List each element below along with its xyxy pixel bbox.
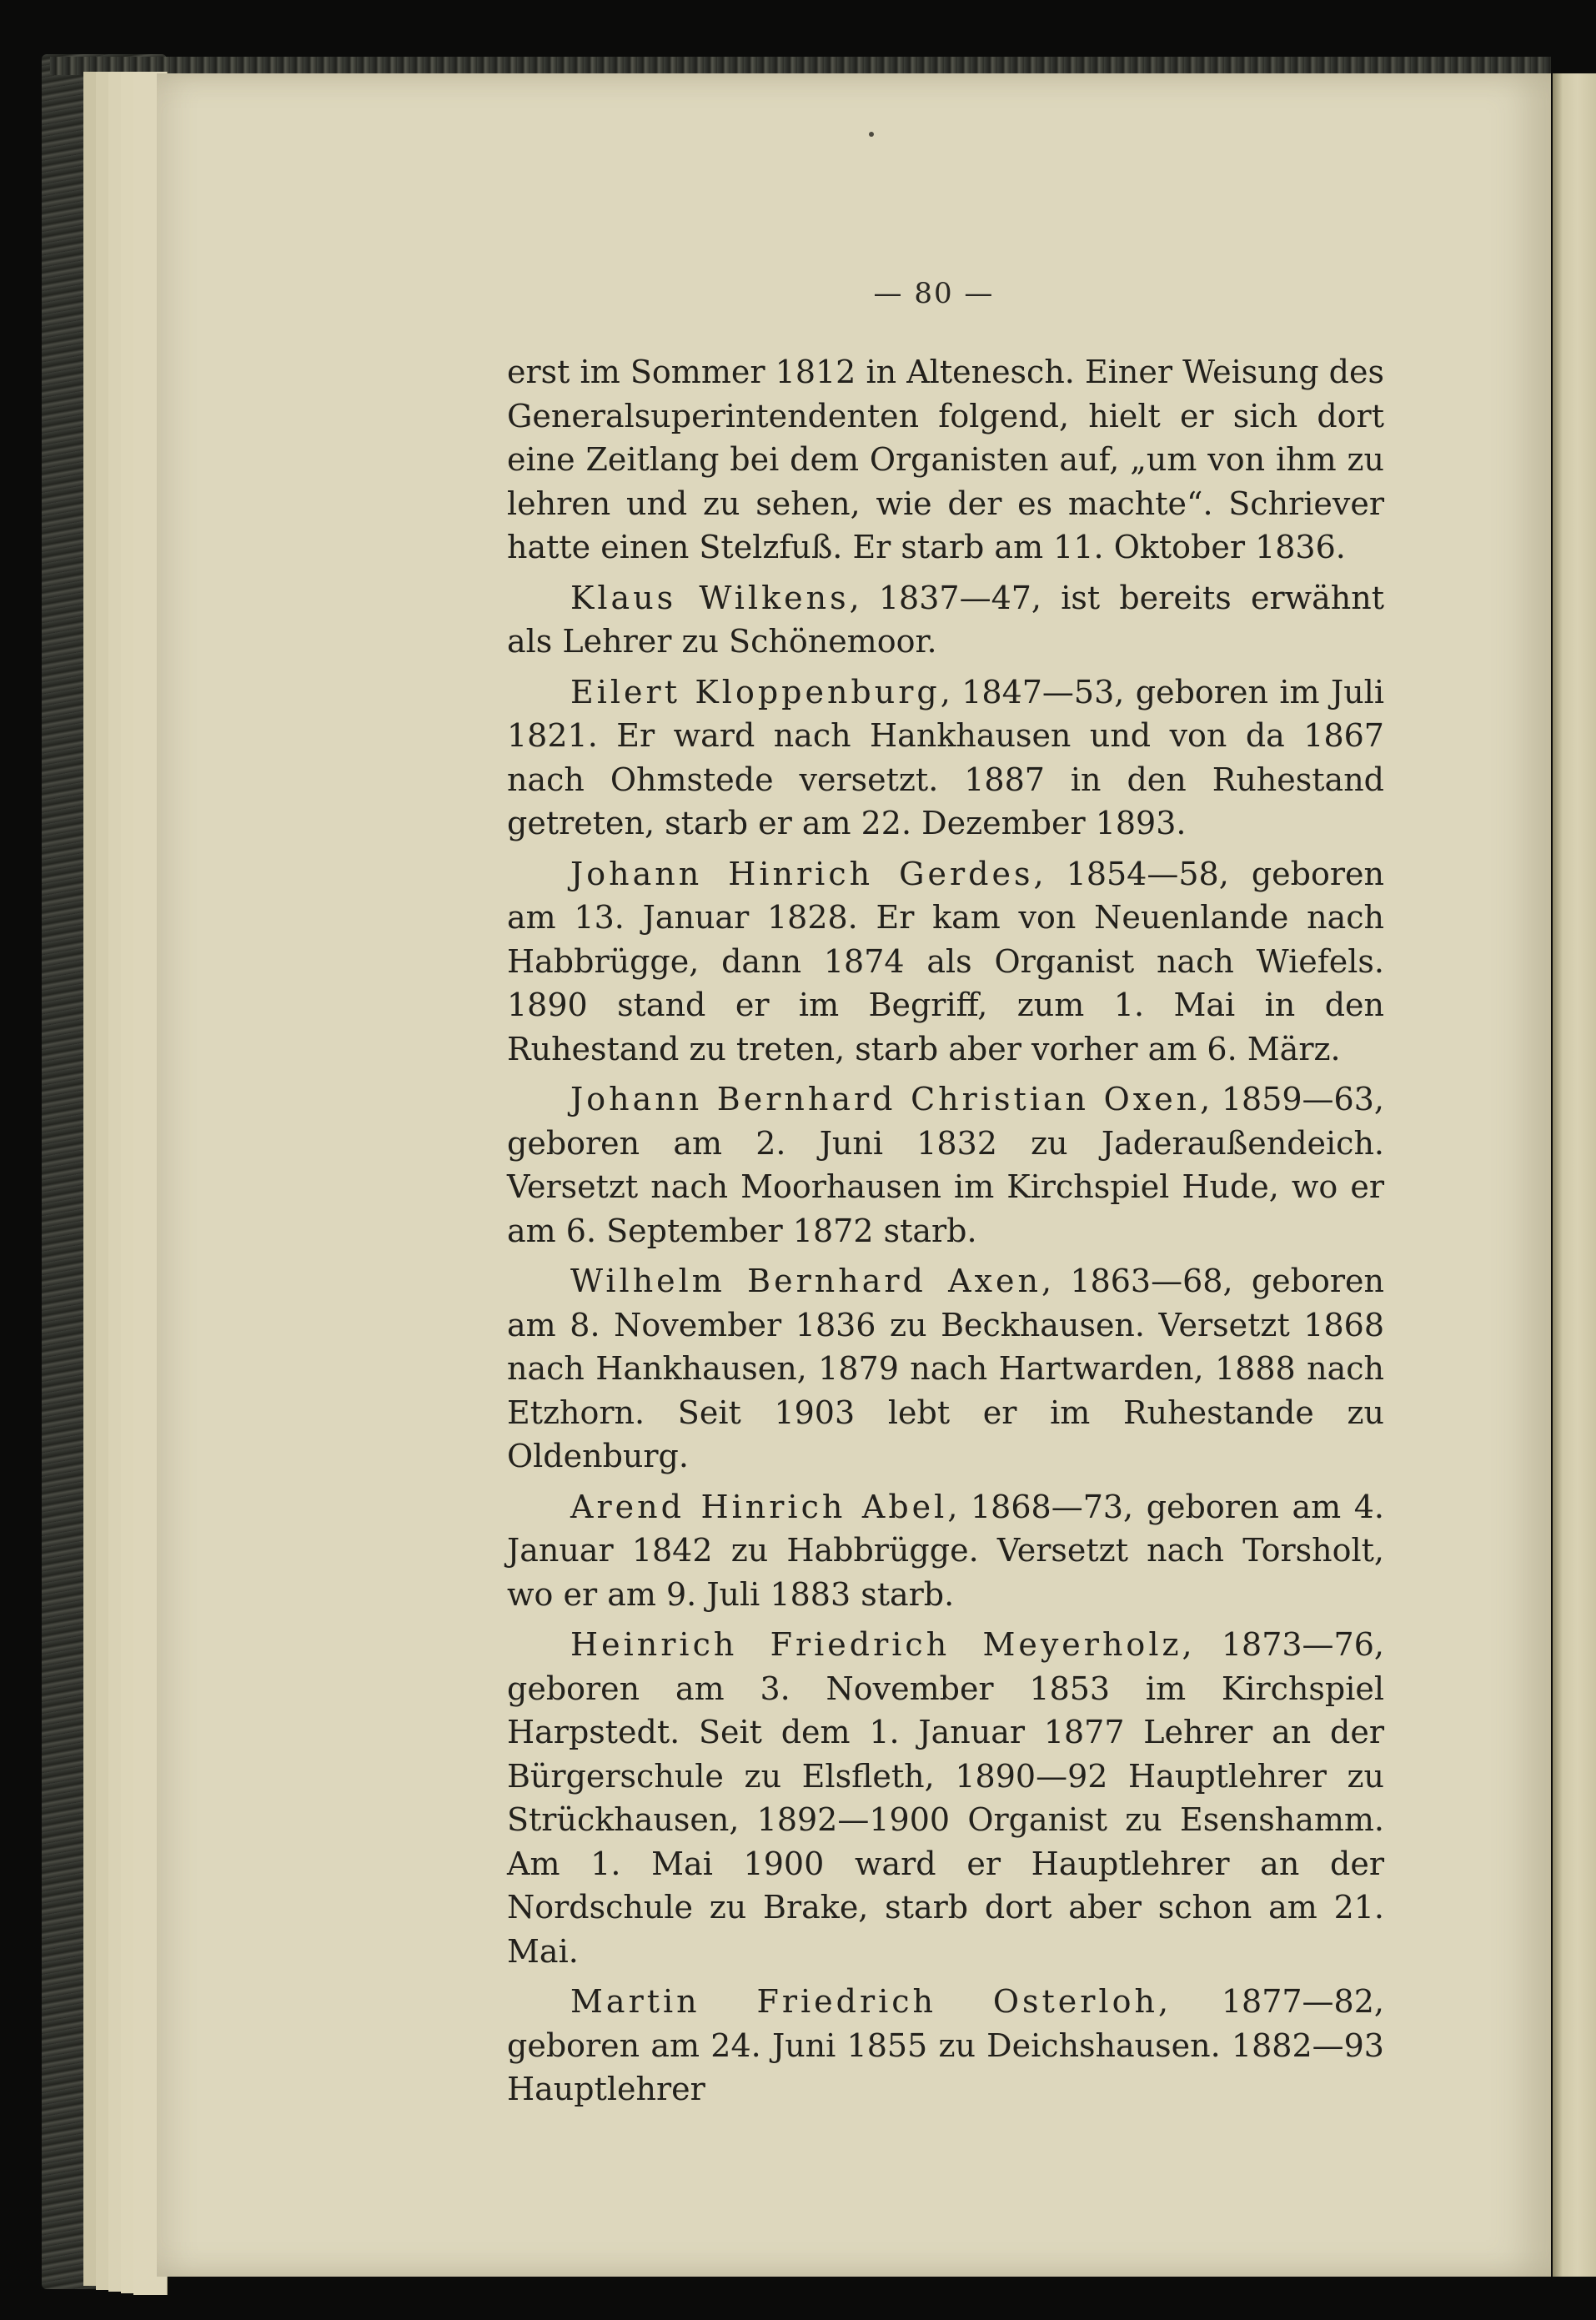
paragraph xyxy=(507,852,1384,1072)
person-name: Johann Bernhard Christian Oxen xyxy=(570,1081,1201,1117)
paragraph-text: , 1854—58, geboren am 13. Januar 1828. Er kam von Neuenlande nach Habbrügge, dann 1874 als Organist nach Wiefels. 1890 stand er im Begriff, zum 1. Mai in den Ruhestand zu treten, starb aber vorher am 6. März. xyxy=(507,855,1384,1067)
paragraph xyxy=(507,1485,1384,1617)
person-name: Klaus Wilkens xyxy=(570,579,850,616)
paragraph-text: , 1859—63, geboren am 2. Juni 1832 zu Jaderaußendeich. Versetzt nach Moorhausen im Kirchspiel Hude, wo er am 6. September 1872 starb. xyxy=(507,1081,1384,1249)
paragraph-text: , 1863—68, geboren am 8. November 1836 zu Beckhausen. Versetzt 1868 nach Hankhausen, 1879 nach Hartwarden, 1888 nach Etzhorn. Seit 1903 lebt er im Ruhestande zu Oldenburg. xyxy=(507,1263,1384,1474)
person-name: Heinrich Friedrich Meyerholz xyxy=(570,1626,1182,1663)
page-number: — 80 — xyxy=(873,277,995,310)
paragraph xyxy=(507,1259,1384,1479)
paragraph-text: , 1847—53, geboren im Juli 1821. Er ward nach Hankhausen und von da 1867 nach Ohmstede versetzt. 1887 in den Ruhestand getreten, starb er am 22. Dezember 1893. xyxy=(507,673,1384,841)
paragraph xyxy=(507,350,1384,570)
paragraph-text: , 1877—82, geboren am 24. Juni 1855 zu Deichshausen. 1882—93 Hauptlehrer xyxy=(507,1983,1384,2107)
paragraph xyxy=(507,1980,1384,2112)
person-name: Johann Hinrich Gerdes xyxy=(570,855,1034,892)
person-name: Arend Hinrich Abel xyxy=(570,1488,948,1525)
facing-page-edge xyxy=(1553,73,1596,2277)
body-text xyxy=(507,350,1384,2118)
book-cover-top-edge xyxy=(50,57,1551,75)
paragraph-text: , 1873—76, geboren am 3. November 1853 im Kirchspiel Harpstedt. Seit dem 1. Januar 1877 Lehrer an der Bürgerschule zu Elsfleth, 1890—92 Hauptlehrer zu Strückhausen, 1892—1900 Organist zu Esenshamm. Am 1. Mai 1900 ward er Hauptlehrer an der Nordschule zu Brake, starb dort aber schon am 21. Mai. xyxy=(507,1626,1384,1970)
paragraph-text: , 1868—73, geboren am 4. Januar 1842 zu Habbrügge. Versetzt nach Torsholt, wo er am 9. Juli 1883 starb. xyxy=(507,1488,1384,1613)
paragraph-text: , 1837—47, ist bereits erwähnt als Lehrer zu Schönemoor. xyxy=(507,579,1385,660)
paragraph xyxy=(507,1623,1384,1973)
person-name: Eilert Kloppenburg xyxy=(570,673,941,711)
paragraph xyxy=(507,1077,1384,1253)
paragraph xyxy=(507,670,1384,846)
paragraph-text: erst im Sommer 1812 in Altenesch. Einer Weisung des Generalsuperintendenten folgend, hielt er sich dort eine Zeitlang bei dem Organisten auf, „um von ihm zu lehren und zu sehen, wie der es machte“. Schriever hatte einen Stelzfuß. Er starb am 11. Oktober 1836. xyxy=(507,354,1384,565)
person-name: Wilhelm Bernhard Axen xyxy=(570,1263,1041,1299)
paragraph xyxy=(507,576,1384,664)
ink-spot xyxy=(869,132,874,137)
person-name: Martin Friedrich Osterloh xyxy=(570,1983,1158,2020)
